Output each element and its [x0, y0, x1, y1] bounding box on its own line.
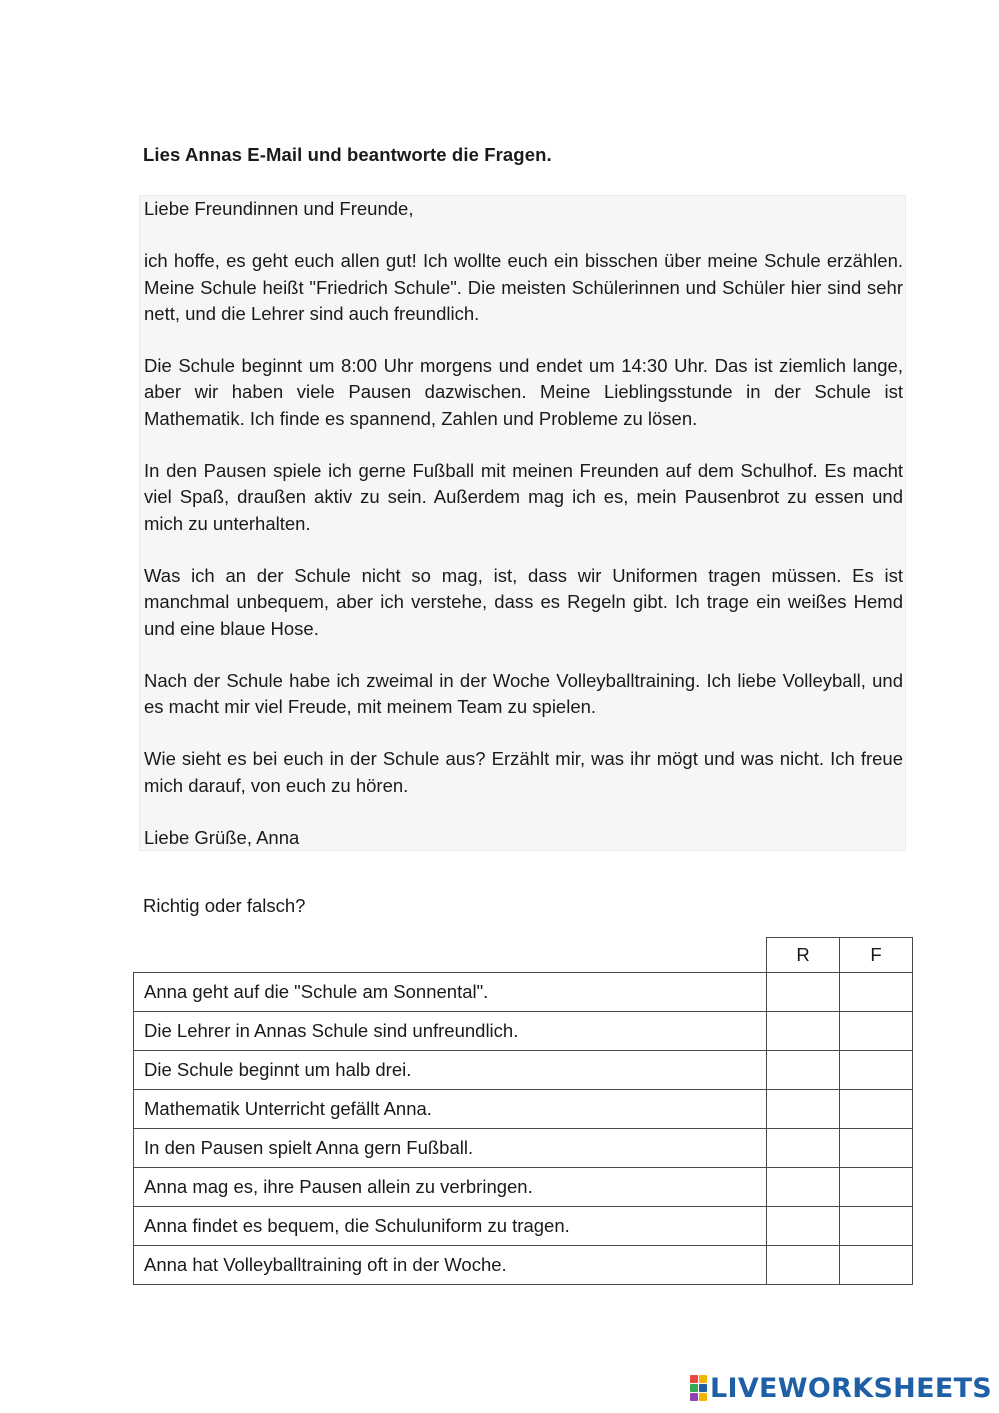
- answer-box-f[interactable]: [840, 1246, 913, 1285]
- statement-text: Anna geht auf die "Schule am Sonnental".: [134, 973, 767, 1012]
- answer-box-f[interactable]: [840, 1168, 913, 1207]
- email-paragraph: Wie sieht es bei euch in der Schule aus? Erzählt mir, was ihr mögt und was nicht. Ich freue mich darauf, von euch zu hören.: [144, 748, 903, 796]
- email-paragraph: ich hoffe, es geht euch allen gut! Ich wollte euch ein bisschen über meine Schule erzählen. Meine Schule heißt "Friedrich Schule". Die meisten Schülerinnen und Schüler hier sind sehr nett, und die Lehrer sind auch freundlich.: [144, 250, 903, 324]
- email-body: [144, 196, 903, 877]
- column-header-r: R: [767, 938, 840, 973]
- answer-box-r[interactable]: [767, 1207, 840, 1246]
- email-paragraph: Die Schule beginnt um 8:00 Uhr morgens und endet um 14:30 Uhr. Das ist ziemlich lange, aber wir haben viele Pausen dazwischen. Meine Lieblingsstunde in der Schule ist Mathematik. Ich finde es spannend, Zahlen und Probleme zu lösen.: [144, 355, 903, 429]
- table-header-blank: [134, 938, 767, 973]
- statement-text: Anna mag es, ihre Pausen allein zu verbringen.: [134, 1168, 767, 1207]
- email-paragraph: In den Pausen spiele ich gerne Fußball mit meinen Freunden auf dem Schulhof. Es macht viel Spaß, draußen aktiv zu sein. Außerdem mag ich es, mein Pausenbrot zu essen und mich zu unterhalten.: [144, 460, 903, 534]
- answer-box-f[interactable]: [840, 1012, 913, 1051]
- worksheet-heading: Lies Annas E-Mail und beantworte die Fragen.: [143, 144, 552, 165]
- column-header-f: F: [840, 938, 913, 973]
- table-row: [134, 1168, 913, 1207]
- answer-box-r[interactable]: [767, 1012, 840, 1051]
- email-greeting: Liebe Freundinnen und Freunde,: [144, 198, 414, 219]
- answer-box-f[interactable]: [840, 1051, 913, 1090]
- logo-square: [690, 1384, 698, 1392]
- table-header-row: [134, 938, 913, 973]
- email-closing: Liebe Grüße, Anna: [144, 827, 300, 849]
- true-false-table: [133, 937, 913, 1285]
- statement-text: Die Lehrer in Annas Schule sind unfreundlich.: [134, 1012, 767, 1051]
- statement-text: Die Schule beginnt um halb drei.: [134, 1051, 767, 1090]
- logo-square: [690, 1393, 698, 1401]
- answer-box-r[interactable]: [767, 1168, 840, 1207]
- email-paragraph: Nach der Schule habe ich zweimal in der Woche Volleyballtraining. Ich liebe Volleyball, und es macht mir viel Freude, mit meinem Team zu spielen.: [144, 669, 903, 718]
- table-row: [134, 1012, 913, 1051]
- statement-text: Anna findet es bequem, die Schuluniform zu tragen.: [134, 1207, 767, 1246]
- answer-box-r[interactable]: [767, 973, 840, 1012]
- statement-text: In den Pausen spielt Anna gern Fußball.: [134, 1129, 767, 1168]
- answer-box-f[interactable]: [840, 1129, 913, 1168]
- table-row: [134, 1207, 913, 1246]
- liveworksheets-logo: [690, 1373, 992, 1403]
- table-row: [134, 1051, 913, 1090]
- logo-square: [699, 1393, 707, 1401]
- answer-box-r[interactable]: [767, 1246, 840, 1285]
- logo-mark-icon: [690, 1375, 707, 1401]
- logo-text: LIVEWORKSHEETS: [710, 1372, 993, 1404]
- table-row: [134, 1246, 913, 1285]
- answer-box-r[interactable]: [767, 1051, 840, 1090]
- logo-square: [699, 1384, 707, 1392]
- logo-square: [690, 1375, 698, 1383]
- logo-square: [699, 1375, 707, 1383]
- table-row: [134, 973, 913, 1012]
- statement-text: Mathematik Unterricht gefällt Anna.: [134, 1090, 767, 1129]
- answer-box-r[interactable]: [767, 1090, 840, 1129]
- quiz-label: Richtig oder falsch?: [143, 895, 306, 916]
- email-box: [139, 195, 906, 851]
- table-row: [134, 1129, 913, 1168]
- table-row: [134, 1090, 913, 1129]
- email-paragraph: Was ich an der Schule nicht so mag, ist, dass wir Uniformen tragen müssen. Es ist manchmal unbequem, aber ich verstehe, dass es Regeln gibt. Ich trage ein weißes Hemd und eine blaue Hose.: [144, 564, 903, 639]
- answer-box-f[interactable]: [840, 1090, 913, 1129]
- answer-box-f[interactable]: [840, 1207, 913, 1246]
- answer-box-f[interactable]: [840, 973, 913, 1012]
- answer-box-r[interactable]: [767, 1129, 840, 1168]
- statement-text: Anna hat Volleyballtraining oft in der Woche.: [134, 1246, 767, 1285]
